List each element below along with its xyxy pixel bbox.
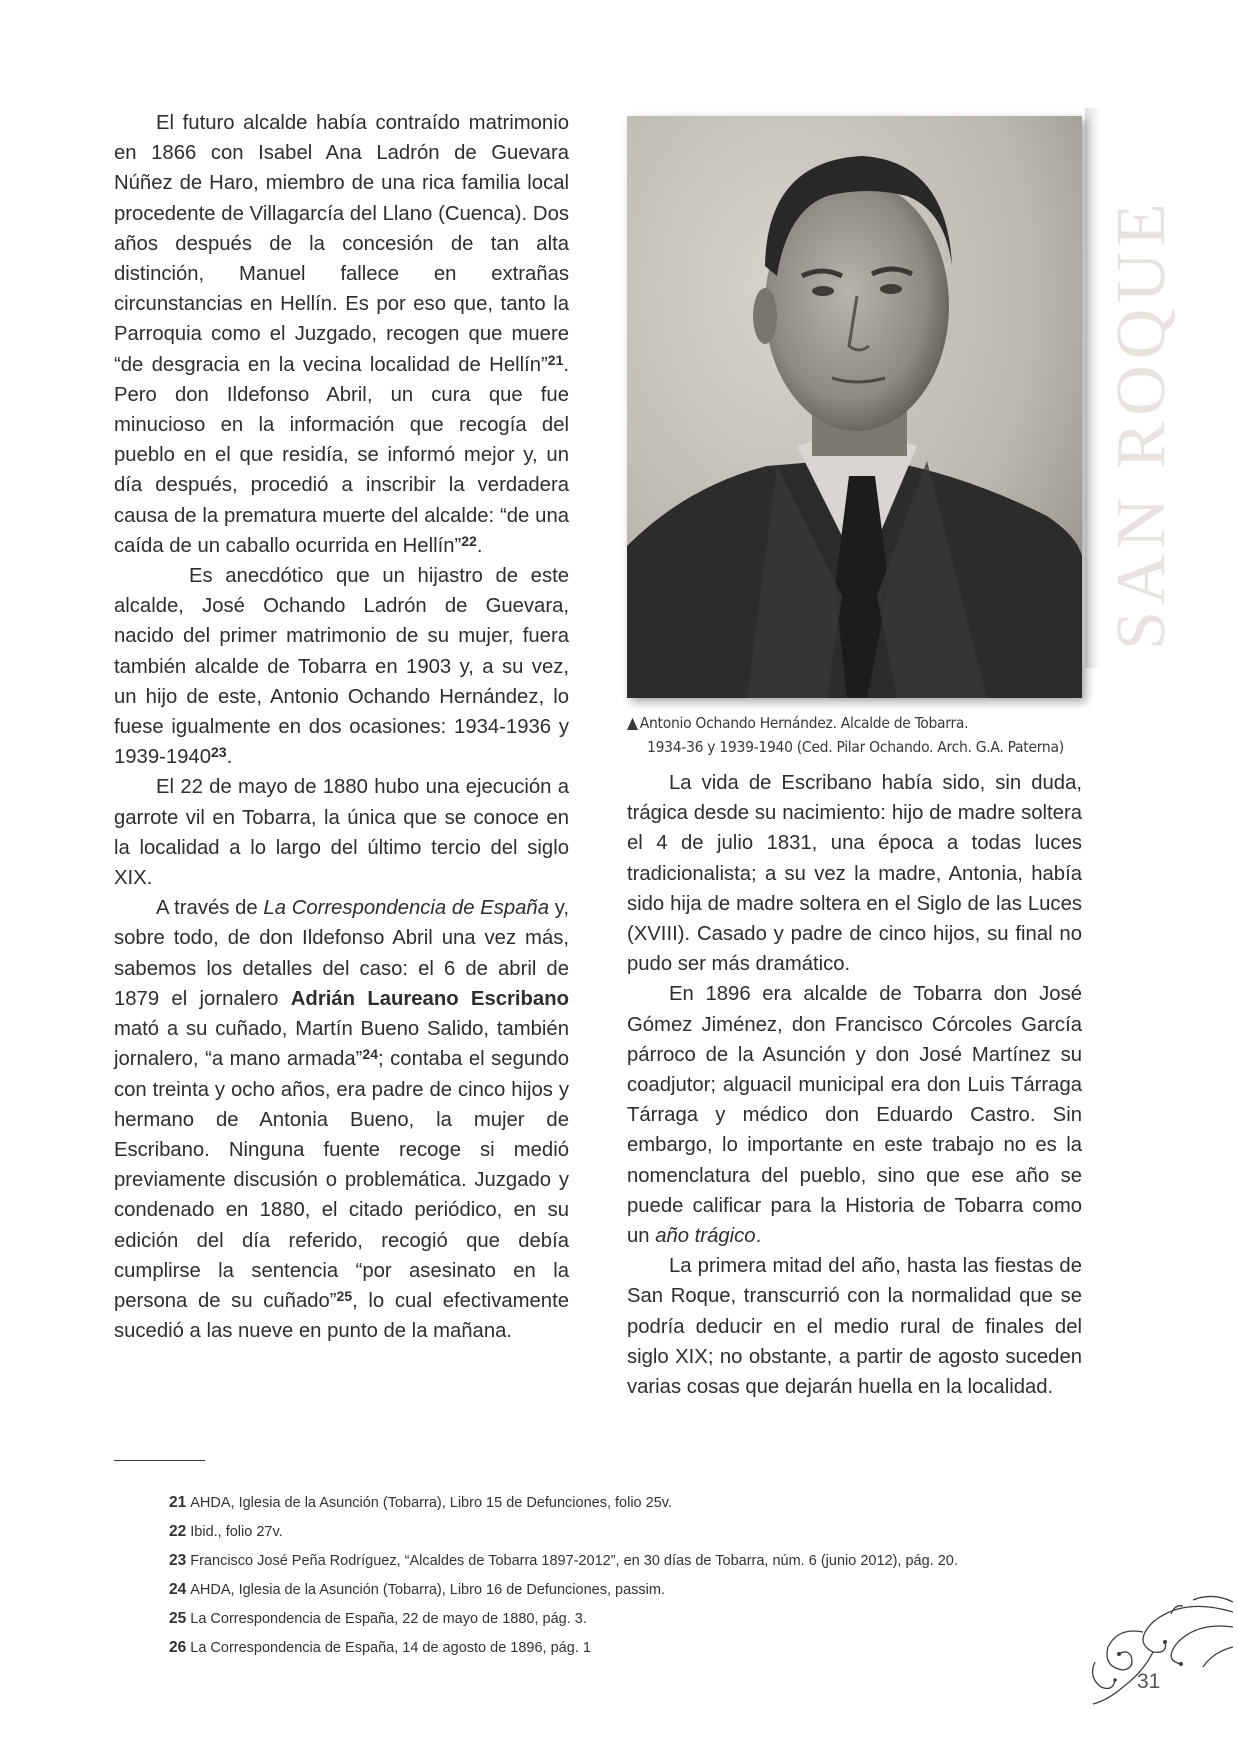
footnote: 24 AHDA, Iglesia de la Asunción (Tobarra), Libro 16 de Defunciones, passim. xyxy=(169,1581,665,1598)
paragraph: La vida de Escribano había sido, sin duda, trágica desde su nacimiento: hijo de madre soltera el 4 de julio 1831, una época a todas luces tradicionalista; a su vez la madre, Antonia, había sido hija de madre soltera en el Siglo de las Luces (XVIII). Casado y padre de cinco hijos, su final no pudo ser más dramático. xyxy=(627,772,1082,976)
paragraph: La primera mitad del año, hasta las fiestas de San Roque, transcurrió con la normalidad que se podría deducir en el medio rural de finales del siglo XIX; no obstante, a partir de agosto suceden varias cosas que dejarán huella en la localidad. xyxy=(627,1255,1082,1399)
flourish-ornament-icon xyxy=(1083,1592,1233,1712)
paragraph: El futuro alcalde había contraído matrimonio en 1866 con Isabel Ana Ladrón de Guevara Núñez de Haro, miembro de una rica familia local procedente de Villagarcía del Llano (Cuenca). Dos años después de la concesión de tan alta distinción, Manuel fallece en extrañas circunstancias en Hellín. Es por eso que, tanto la Parroquia como el Juzgado, recogen que muere “de desgracia en la vecina localidad de Hellín”$^{21}$. Pero don Ildefonso Abril, un cura que fue minucioso en la información que recogía del pueblo en el que residía, se informó mejor y, un día después, procedió a inscribir la verdadera causa de la prematura muerte del alcalde: “de una caída de un caballo ocurrida en Hellín”$^{22}$. xyxy=(114,112,569,557)
photo-caption: ▲ Antonio Ochando Hernández. Alcalde de Tobarra. 1934-36 y 1939-1940 (Ced. Pilar Ochando. Arch. G.A. Paterna) xyxy=(627,713,1064,756)
section-title: SAN ROQUE xyxy=(1103,197,1180,650)
footnote-ref[interactable]: 23 xyxy=(211,744,227,761)
paragraph: A través de La Correspondencia de España y, sobre todo, de don Ildefonso Abril una vez más, sabemos los detalles del caso: el 6 de abril de 1879 el jornalero Adrián Laureano Escribano mató a su cuñado, Martín Bueno Salido, también jornalero, “a mano armada”$^{24}$; contaba el segundo con treinta y ocho años, era padre de cinco hijos y hermano de Antonia Bueno, la mujer de Escribano. Ninguna fuente recoge si medió previamente discusión o problemática. Juzgado y condenado en 1880, el citado periódico, en su edición del día referido, recogió que debía cumplirse la sentencia “por asesinato en la persona de su cuñado”$^{25}$, lo cual efectivamente sucedió a las nueve en punto de la mañana. xyxy=(114,897,570,1343)
triangle-icon: ▲ xyxy=(627,713,638,732)
footnote: 23 Francisco José Peña Rodríguez, “Alcaldes de Tobarra 1897-2012”, en 30 días de Tobarra, núm. 6 (junio 2012), pág. 20. xyxy=(169,1552,958,1569)
right-column xyxy=(627,768,1082,1402)
footnote: 26 La Correspondencia de España, 14 de agosto de 1896, pág. 1 xyxy=(169,1639,591,1656)
footnote-ref[interactable]: 24 xyxy=(362,1046,378,1063)
footnotes xyxy=(169,1493,1119,1667)
footnote-ref[interactable]: 25 xyxy=(336,1287,353,1304)
footnote: 21 AHDA, Iglesia de la Asunción (Tobarra), Libro 15 de Defunciones, folio 25v. xyxy=(169,1494,672,1511)
portrait-photo xyxy=(627,116,1082,698)
footnote: 25 La Correspondencia de España, 22 de mayo de 1880, pág. 3. xyxy=(169,1610,587,1627)
paragraph: En 1896 era alcalde de Tobarra don José Gómez Jiménez, don Francisco Córcoles García párroco de la Asunción y don José Martínez su coadjutor; alguacil municipal era don Luis Tárraga Tárraga y médico don Eduardo Castro. Sin embargo, lo importante en este trabajo no es la nomenclatura del pueblo, sino que ese año se puede calificar para la Historia de Tobarra como un año trágico. xyxy=(627,983,1082,1248)
left-column xyxy=(114,108,569,1346)
footnote-ref[interactable]: 22 xyxy=(461,532,477,549)
footnote-ref[interactable]: 21 xyxy=(547,351,564,368)
paragraph: Es anecdótico que un hijastro de este alcalde, José Ochando Ladrón de Guevara, nacido del primer matrimonio de su mujer, fuera también alcalde de Tobarra en 1903 y, a su vez, un hijo de este, Antonio Ochando Hernández, lo fuese igualmente en dos ocasiones: 1934-1936 y 1939-1940$^{23}$. xyxy=(114,565,569,769)
paragraph: El 22 de mayo de 1880 hubo una ejecución a garrote vil en Tobarra, la única que se conoce en la localidad a lo largo del último tercio del siglo XIX. xyxy=(114,776,569,890)
page-number: 31 xyxy=(1137,1670,1161,1693)
footnote-divider xyxy=(114,1460,205,1461)
title-shadow xyxy=(1085,108,1101,668)
footnote: 22 Ibid., folio 27v. xyxy=(169,1523,283,1540)
